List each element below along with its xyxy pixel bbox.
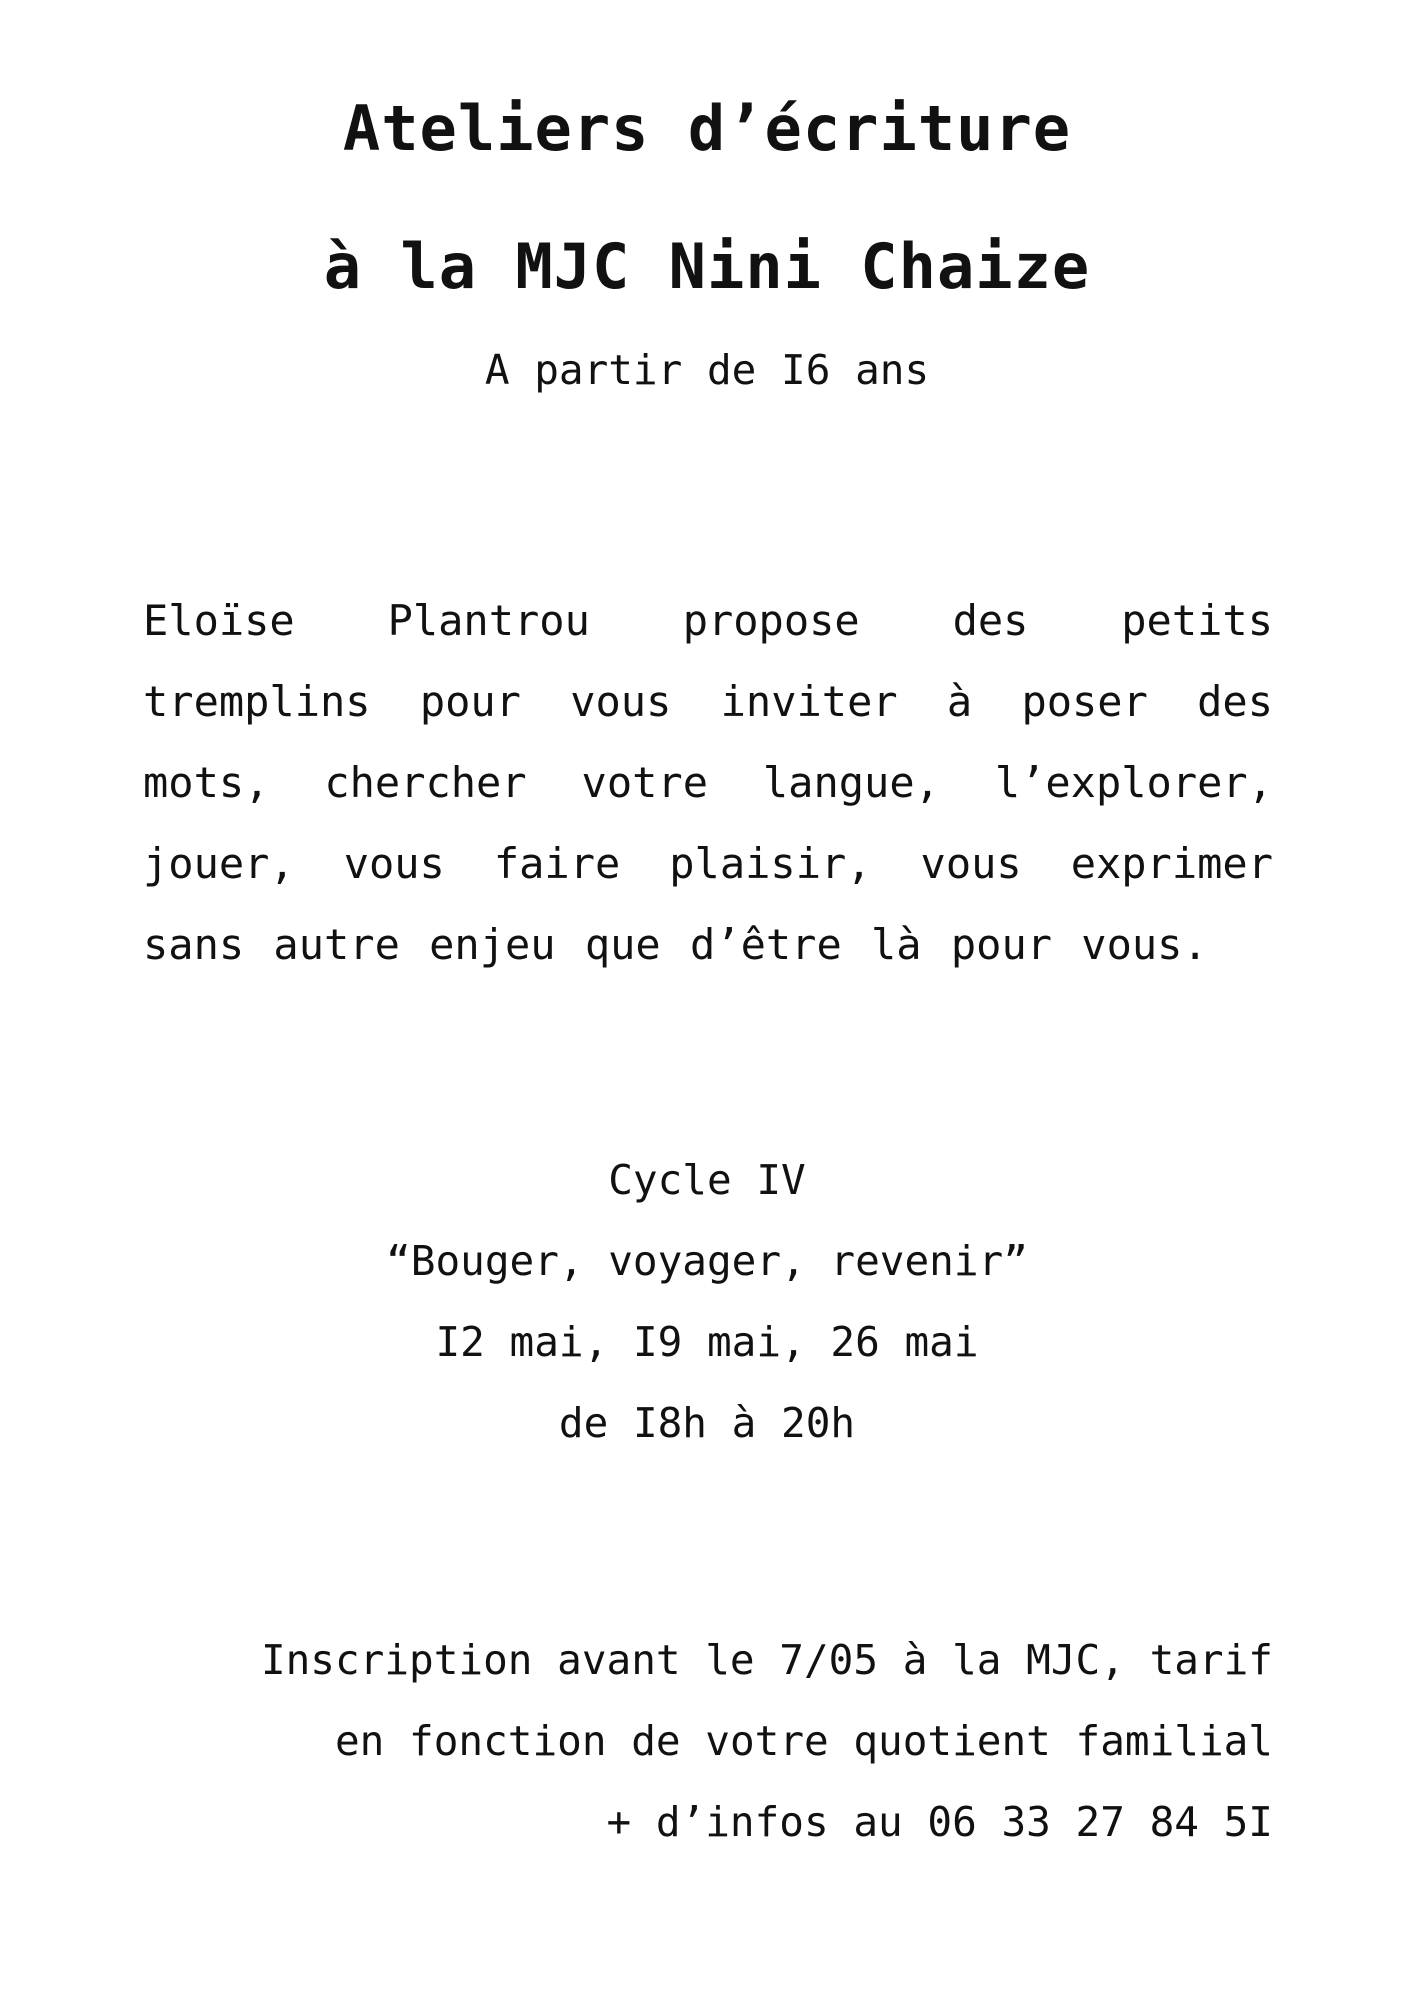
paragraph-line — [143, 661, 1273, 742]
paragraph-word: vous — [920, 839, 1022, 888]
paragraph-word: l’explorer, — [994, 758, 1273, 807]
paragraph-word: inviter — [720, 677, 898, 726]
age-requirement: A partir de I6 ans — [484, 346, 930, 394]
paragraph-word: votre — [581, 758, 708, 807]
registration-info — [261, 1620, 1273, 1863]
paragraph-word: vous — [570, 677, 672, 726]
paragraph-word: des — [952, 596, 1029, 645]
contact-phone: + d’infos au 06 33 27 84 5I — [606, 1798, 1273, 1846]
paragraph-word: jouer, — [143, 839, 295, 888]
paragraph-line — [143, 742, 1273, 823]
paragraph-word: Eloïse — [143, 596, 295, 645]
paragraph-word: petits — [1121, 596, 1273, 645]
paragraph-word: vous — [343, 839, 445, 888]
paragraph-word: sans autre enjeu que d’être là pour vous. — [143, 920, 1208, 969]
registration-line: en fonction de votre quotient familial — [335, 1717, 1273, 1765]
cycle-theme: “Bouger, voyager, revenir” — [386, 1237, 1028, 1285]
title-line-1: Ateliers d’écriture — [342, 92, 1072, 165]
paragraph-line — [143, 823, 1273, 904]
paragraph-word: langue, — [762, 758, 940, 807]
cycle-dates: I2 mai, I9 mai, 26 mai — [435, 1318, 979, 1366]
cycle-name: Cycle IV — [608, 1156, 806, 1204]
paragraph-word: Plantrou — [387, 596, 590, 645]
paragraph-word: faire — [493, 839, 621, 888]
title-line-2: à la MJC Nini Chaize — [323, 230, 1091, 303]
paragraph-word: pour — [419, 677, 521, 726]
paragraph-word: propose — [682, 596, 860, 645]
cycle-info — [0, 1140, 1414, 1464]
description-paragraph — [143, 580, 1273, 985]
paragraph-line — [143, 904, 1273, 985]
registration-line: Inscription avant le 7/05 à la MJC, tarif — [260, 1636, 1273, 1684]
paragraph-word: plaisir, — [669, 839, 872, 888]
paragraph-word: exprimer — [1070, 839, 1273, 888]
paragraph-word: des — [1197, 677, 1273, 726]
cycle-hours: de I8h à 20h — [558, 1399, 856, 1447]
paragraph-word: à — [946, 677, 973, 726]
paragraph-word: chercher — [324, 758, 527, 807]
paragraph-line — [143, 580, 1273, 661]
paragraph-word: poser — [1021, 677, 1148, 726]
paragraph-word: mots, — [143, 758, 270, 807]
paragraph-word: tremplins — [143, 677, 371, 726]
